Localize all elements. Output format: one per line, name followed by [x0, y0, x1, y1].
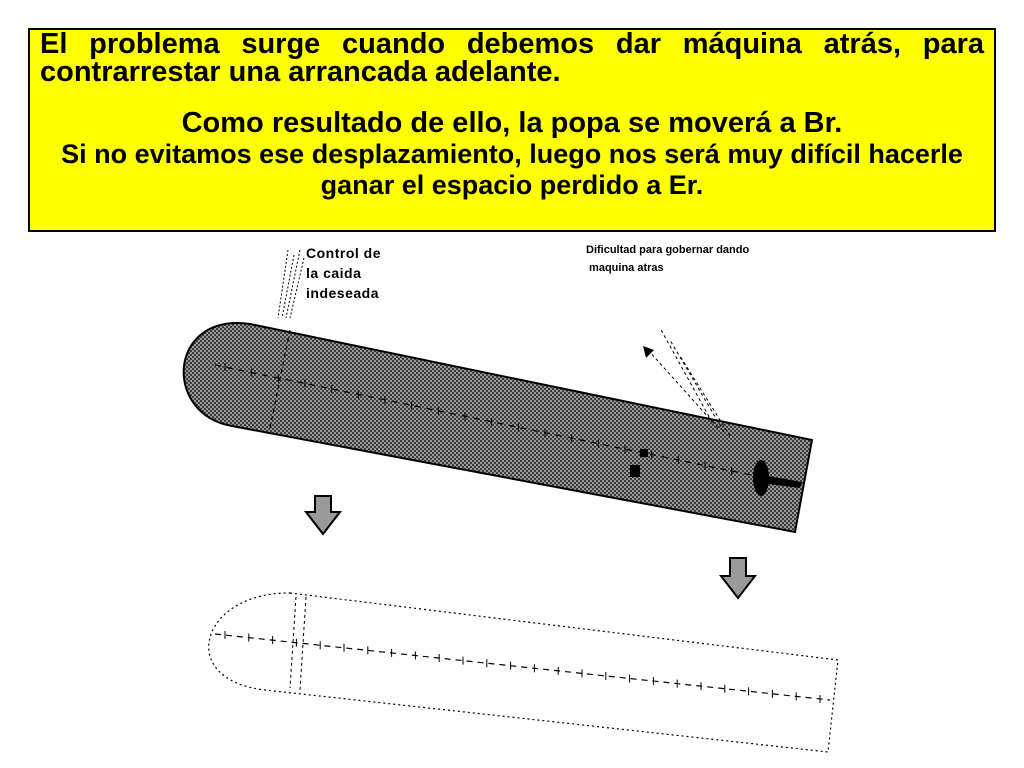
drift-arrow-bow	[306, 496, 340, 534]
ship-future	[209, 593, 838, 752]
stern-difficulty-label-line-2: maquina atras	[586, 262, 664, 274]
banner-line-3: Si no evitamos ese desplazamiento, luego nos será muy difícil hacerle ganar el espacio perdido a Er.	[61, 139, 963, 200]
ghost-hull	[209, 593, 838, 752]
bow-control-label	[306, 243, 381, 303]
bow-control-label-line-2: la caida	[306, 265, 362, 281]
stern-difficulty-label-line-1: Dificultad para gobernar dando	[586, 244, 750, 256]
bow-control-label-line-1: Control de	[306, 245, 381, 261]
banner-line-1: El problema surge cuando debemos dar máquina atrás, para contrarrestar una arrancada adelante.	[40, 28, 984, 88]
arrowhead-icon	[643, 346, 654, 358]
drift-arrow-stern	[721, 558, 755, 598]
bow-control-lines	[278, 250, 304, 318]
ghost-centerline	[215, 634, 830, 700]
banner-line-2: Como resultado de ello, la popa se moverá a Br.	[181, 107, 843, 139]
stern-difficulty-label	[586, 241, 749, 277]
bow-control-label-line-3: indeseada	[306, 285, 379, 301]
